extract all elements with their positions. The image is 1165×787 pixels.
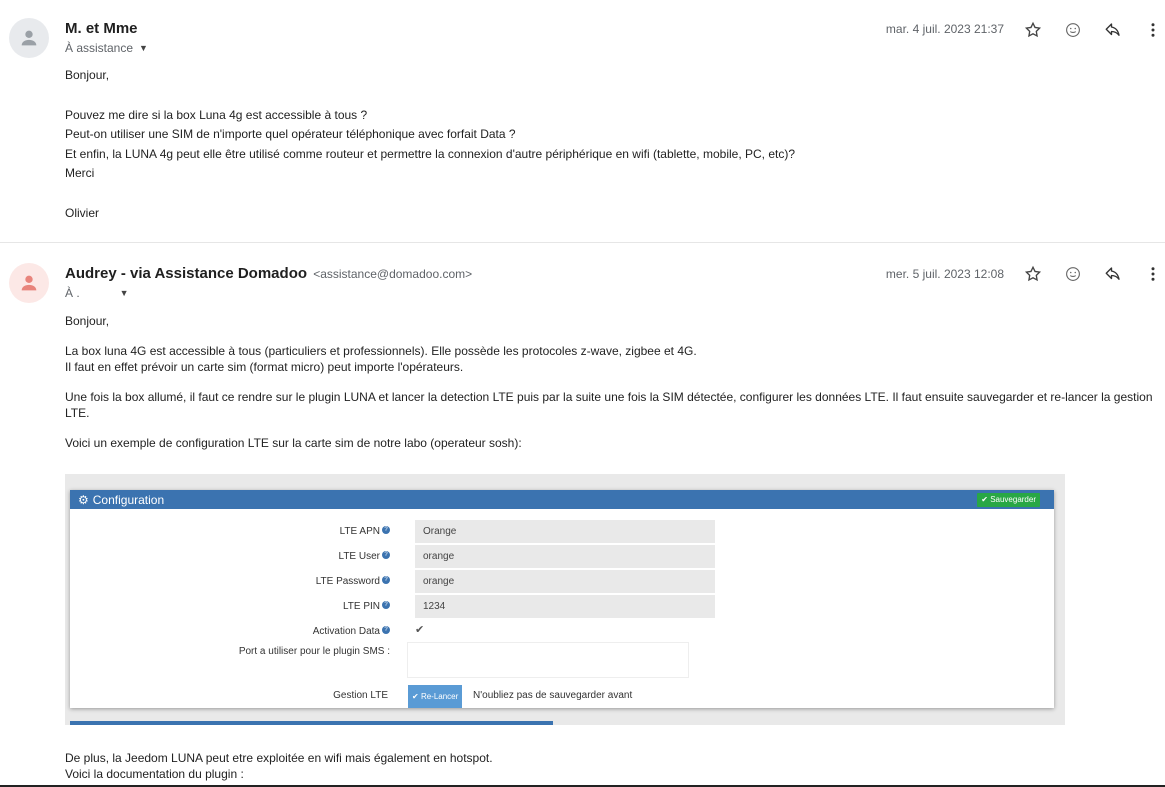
checkmark-icon: ✔ xyxy=(415,624,425,636)
help-icon: ? xyxy=(382,601,390,609)
recipient-label: À . xyxy=(65,286,80,300)
help-icon: ? xyxy=(382,626,390,634)
body-line: La box luna 4G est accessible à tous (particuliers et professionnels). Elle possède les protocoles z-wave, zigbee et 4G. xyxy=(65,344,697,358)
star-icon[interactable] xyxy=(1023,20,1043,40)
body-line: Et enfin, la LUNA 4g peut elle être utilisé comme routeur et permettre la connexion d'autre périphérique en wifi (tablette, mobile, PC, etc)? xyxy=(65,146,796,161)
field-label xyxy=(343,601,390,612)
config-title: Configuration xyxy=(92,492,165,507)
body-line: Une fois la box allumé, il faut ce rendre sur le plugin LUNA et lancer la detection LTE puis par la suite une fois la SIM détectée, configurer les données LTE. Il faut ensuite sauvegarder et re-lancer la gestion LTE. xyxy=(65,390,1153,420)
field-value: Orange xyxy=(415,520,715,543)
field-row xyxy=(70,570,1054,595)
sms-label: Port a utiliser pour le plugin SMS : xyxy=(238,646,390,657)
field-label-text: LTE APN xyxy=(339,526,380,537)
relancer-label: Re-Lancer xyxy=(420,692,459,701)
field-label xyxy=(316,576,390,587)
body-line: De plus, la Jeedom LUNA peut etre exploitée en wifi mais également en hotspot. xyxy=(65,751,493,765)
sms-port-input xyxy=(407,642,689,678)
recipient-label: À assistance xyxy=(65,41,134,55)
message-date: mar. 4 juil. 2023 21:37 xyxy=(885,22,1004,36)
field-row xyxy=(70,595,1054,620)
chevron-down-icon[interactable]: ▼ xyxy=(139,43,148,53)
body-line: Merci xyxy=(65,166,95,180)
sender-avatar[interactable] xyxy=(9,18,49,58)
body-line: Olivier xyxy=(65,205,100,220)
person-icon xyxy=(18,272,40,294)
sender-line[interactable] xyxy=(65,265,472,282)
person-icon xyxy=(18,27,40,49)
config-panel xyxy=(70,490,1054,708)
body-line: Voici la documentation du plugin : xyxy=(65,767,244,781)
field-label-text: LTE Password xyxy=(315,576,380,587)
help-icon: ? xyxy=(382,526,390,534)
star-icon[interactable] xyxy=(1023,264,1043,284)
embedded-screenshot xyxy=(65,474,1065,725)
field-label xyxy=(313,626,390,637)
relancer-button: ✔ Re-Lancer xyxy=(408,685,462,708)
field-row xyxy=(70,520,1054,545)
gestion-label: Gestion LTE xyxy=(333,690,388,701)
message-body xyxy=(65,313,1160,451)
chevron-down-icon[interactable]: ▼ xyxy=(119,288,129,298)
sender-name[interactable]: M. et Mme xyxy=(65,20,138,37)
field-value: orange xyxy=(415,570,715,593)
field-label-text: Activation Data xyxy=(312,626,380,637)
field-label-text: LTE User xyxy=(338,551,380,562)
field-value: 1234 xyxy=(415,595,715,618)
message-date: mer. 5 juil. 2023 12:08 xyxy=(885,267,1004,281)
emoji-icon[interactable] xyxy=(1063,264,1083,284)
recipient-line[interactable] xyxy=(65,41,148,55)
save-button: ✔ Sauvegarder xyxy=(977,493,1040,507)
help-icon: ? xyxy=(382,551,390,559)
body-line: Bonjour, xyxy=(65,314,110,328)
message-body-continued xyxy=(65,750,1160,782)
reply-icon[interactable] xyxy=(1103,20,1123,40)
field-row xyxy=(70,545,1054,570)
field-value: orange xyxy=(415,545,715,568)
reply-icon[interactable] xyxy=(1103,264,1123,284)
gear-icon: ⚙ xyxy=(78,492,89,507)
body-line: Peut-on utiliser une SIM de n'importe quel opérateur téléphonique avec forfait Data ? xyxy=(65,127,516,141)
message-divider xyxy=(0,242,1165,243)
sender-avatar[interactable] xyxy=(9,263,49,303)
field-label-text: LTE PIN xyxy=(342,601,380,612)
more-vert-icon[interactable] xyxy=(1143,264,1163,284)
message-body xyxy=(65,66,795,223)
body-line: Bonjour, xyxy=(65,68,110,82)
config-header xyxy=(70,490,1054,509)
gestion-note: N'oubliez pas de sauvegarder avant xyxy=(473,690,633,701)
sender-name: Audrey - via Assistance Domadoo xyxy=(65,265,308,282)
field-label xyxy=(340,526,390,537)
sender-email: <assistance@domadoo.com> xyxy=(313,267,473,281)
body-line: Voici un exemple de configuration LTE sur la carte sim de notre labo (operateur sosh): xyxy=(65,436,522,450)
more-vert-icon[interactable] xyxy=(1143,20,1163,40)
save-label: Sauvegarder xyxy=(990,495,1036,504)
recipient-line[interactable] xyxy=(65,286,129,300)
emoji-icon[interactable] xyxy=(1063,20,1083,40)
help-icon: ? xyxy=(382,576,390,584)
body-line: Il faut en effet prévoir un carte sim (format micro) peut importe l'opérateurs. xyxy=(65,360,464,374)
field-label xyxy=(339,551,391,562)
progress-bar xyxy=(70,721,553,725)
body-line: Pouvez me dire si la box Luna 4g est accessible à tous ? xyxy=(65,107,368,122)
